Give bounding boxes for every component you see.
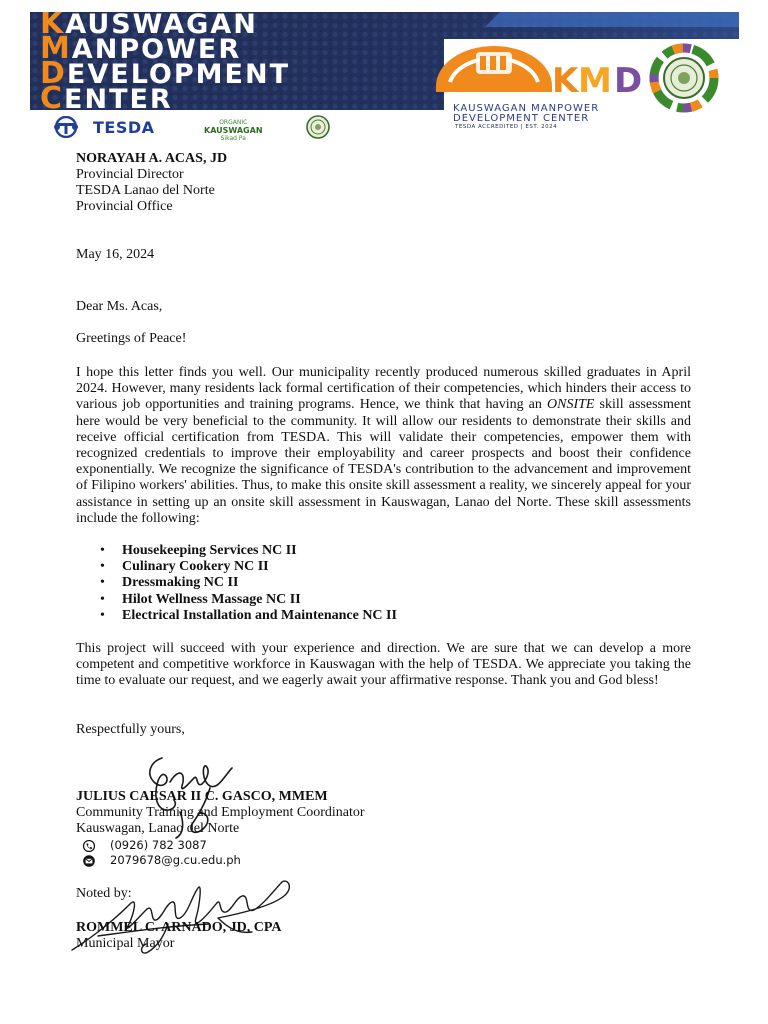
phone-icon — [82, 840, 96, 852]
closing: Respectfully yours, — [76, 722, 185, 737]
sender-name: JULIUS CAESAR II C. GASCO, MMEM — [76, 789, 328, 804]
body1-part1: I hope this letter finds you well. Our municipality recently produced numerous skilled graduates in April 2024. However, many residents lack formal certification of their competencies, which hinders their access to various job opportunities and training programs. Hence, we think that having an — [76, 365, 691, 413]
sender-location: Kauswagan, Lanao del Norte — [76, 821, 240, 836]
sender-title: Community Training and Employment Coordinator — [76, 805, 365, 820]
organic-kauswagan-logo — [204, 119, 263, 143]
recipient-position: Provincial Director — [76, 167, 184, 182]
title-line-1: KAUSWAGAN — [40, 12, 258, 41]
body-paragraph-2: This project will succeed with your experience and direction. We are sure that we can develop a more competent and competitive workforce in Kauswagan with the help of TESDA. We appreciate you taking the time to evaluate our request, and we eagerly await your affirmative response. Thank you and God bless! — [76, 641, 691, 689]
title-line-4: CENTER — [40, 81, 173, 110]
list-item: • Culinary Cookery NC II — [100, 559, 397, 575]
list-item: • Electrical Installation and Maintenance NC II — [100, 608, 397, 624]
kmdc-accredited: TESDA ACCREDITED | EST. 2024 — [455, 124, 558, 130]
organic-top: ORGANIC — [219, 119, 248, 126]
sender-phone: (0926) 782 3087 — [110, 838, 207, 852]
mayor-title: Municipal Mayor — [76, 936, 175, 951]
title-line-2: MANPOWER — [40, 31, 242, 66]
title-line-3: DEVELOPMENT — [40, 56, 290, 91]
organic-tag: Sikad Pa — [220, 135, 246, 142]
center-title — [40, 12, 290, 110]
kmdc-subtitle — [453, 104, 599, 124]
recipient-name: NORAYAH A. ACAS, JD — [76, 151, 228, 166]
mayor-name: ROMMEL C. ARNADO, JD, CPA — [76, 920, 282, 935]
letter-date: May 16, 2024 — [76, 247, 155, 262]
email-icon — [82, 855, 96, 867]
tesda-label: TESDA — [93, 118, 155, 137]
sender-email-row — [82, 853, 241, 867]
organic-name: KAUSWAGAN — [204, 126, 263, 135]
list-item: • Housekeeping Services NC II — [100, 543, 397, 559]
recipient-office-line2: Provincial Office — [76, 199, 173, 214]
assessment-list — [100, 543, 397, 624]
kmdc-subtitle-line2: DEVELOPMENT CENTER — [453, 113, 590, 124]
list-item: • Hilot Wellness Massage NC II — [100, 592, 397, 608]
noted-by-label: Noted by: — [76, 886, 132, 901]
recipient-office: TESDA Lanao del Norte — [76, 183, 215, 198]
svg-text:K: K — [552, 61, 579, 101]
tesda-logo-icon — [46, 116, 86, 138]
body-paragraph-1 — [76, 365, 691, 527]
sender-phone-row — [82, 838, 207, 852]
body1-part2: skill assessment here would be very beneficial to the community. It will allow our residents to demonstrate their skills and receive official certification from TESDA. This will validate their competencies, empower them with recognized credentials to improve their employability and career prospects and boost their confidence exponentially. We recognize the significance of TESDA's contribution to the advancement and improvement of Filipino workers' abilities. Thus, to make this onsite skill assessment a reality, we sincerely appeal for your assistance in setting up an onsite skill assessment in Kauswagan, Lanao del Norte. These skill assessments include the following: — [76, 397, 691, 526]
municipal-seal-icon — [298, 115, 338, 139]
kmdc-subtitle-line1: KAUSWAGAN MANPOWER — [453, 103, 600, 114]
svg-text:D: D — [614, 61, 643, 101]
body1-onsite: ONSITE — [547, 397, 595, 413]
salutation: Dear Ms. Acas, — [76, 299, 163, 314]
sender-email: 2079678@g.cu.edu.ph — [110, 853, 241, 867]
greeting: Greetings of Peace! — [76, 331, 187, 346]
svg-text:M: M — [578, 61, 612, 101]
list-item: • Dressmaking NC II — [100, 575, 397, 591]
